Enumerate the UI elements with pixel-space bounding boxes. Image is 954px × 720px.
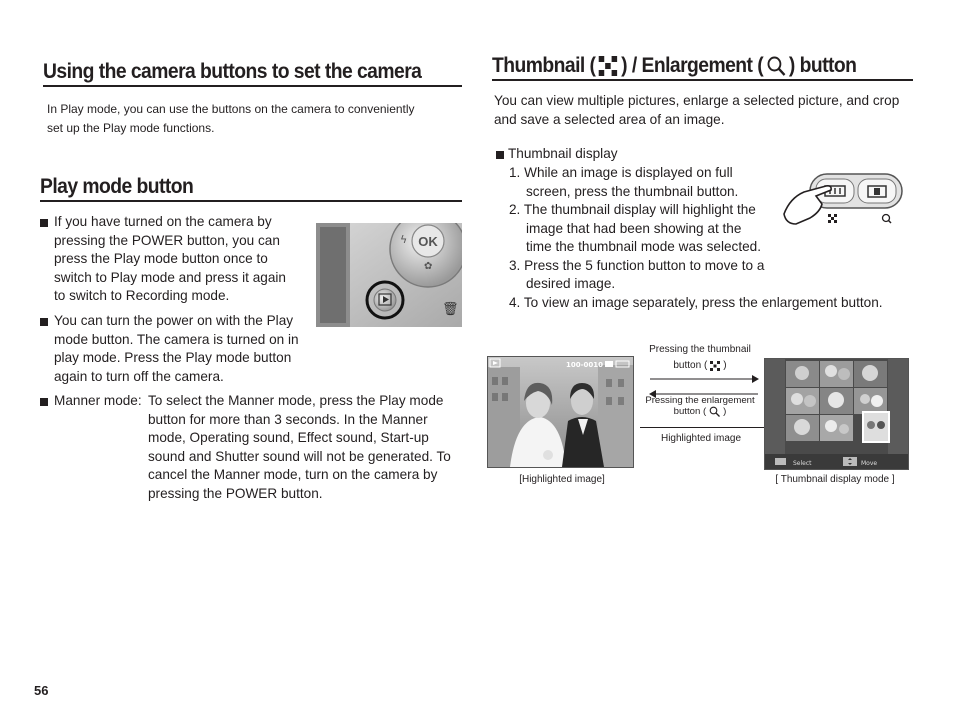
step-2: 2. The thumbnail display will highlight the image that had been showing at the time the thumbnail mode was selected.	[509, 202, 761, 254]
step-4: 4. To view an image separately, press the enlargement button.	[509, 294, 883, 310]
highlighted-thumbnail	[863, 412, 889, 442]
bullet-marker	[496, 151, 504, 159]
caption-highlighted: Highlighted image	[660, 433, 742, 444]
bullet-marker	[40, 219, 48, 227]
section-title-camera-buttons: Using the camera buttons to set the camera	[43, 60, 422, 83]
highlighted-image-screen	[487, 356, 634, 468]
intro-text-thumbnail: You can view multiple pictures, enlarge a selected picture, and crop and save a selected area of an image.	[494, 93, 900, 127]
ok-label: OK	[418, 234, 438, 249]
caption-press-thumbnail: Pressing the thumbnail button ( )	[649, 344, 751, 371]
bullet-marker	[40, 398, 48, 406]
magnifier-icon	[766, 55, 786, 77]
section-title-play-mode: Play mode button	[40, 175, 194, 198]
thumbnail-icon	[710, 361, 720, 371]
steps-list	[509, 164, 883, 312]
caption-press-enlargement: Pressing the enlargement button ( )	[645, 395, 755, 417]
zoom-button-illustration	[782, 168, 906, 230]
bullet-text-play-button: If you have turned on the camera by pressing the POWER button, you can press the Play mode button once to switch to Play mode and press it again to switch to Recording mode.	[54, 214, 286, 303]
step-1: 1. While an image is displayed on full screen, press the thumbnail button.	[509, 165, 739, 199]
image-counter: 100-0010	[566, 361, 603, 369]
step-3: 3. Press the 5 function button to move to a desired image.	[509, 257, 765, 291]
bullet-text-power-on: You can turn the power on with the Play mode button. The camera is turned on in play mode. Press the Play mode button again to turn off the camera.	[54, 313, 299, 384]
move-arrows-icon	[843, 457, 857, 466]
heading-rule	[40, 200, 462, 202]
intro-text: In Play mode, you can use the buttons on the camera to conveniently set up the Play mode functions.	[47, 102, 415, 135]
magnifier-icon	[709, 406, 720, 417]
thumbnail-tiles	[786, 361, 889, 442]
camera-back-photo	[316, 223, 462, 327]
svg-text:ϟ: ϟ	[400, 233, 408, 246]
move-label: Move	[861, 460, 878, 467]
caption-highlighted-image: [Highlighted image]	[519, 474, 605, 485]
small-thumbnail-icon	[828, 214, 837, 223]
svg-text:🗑: 🗑	[442, 302, 459, 317]
small-magnifier-icon	[883, 215, 892, 224]
heading-rule	[43, 85, 462, 87]
section-title-thumbnail-enlargement: Thumbnail ( ) / Enlargement ( ) button	[492, 54, 857, 77]
page-number: 56	[34, 683, 49, 698]
thumbnail-icon	[598, 55, 618, 77]
thumbnail-grid	[765, 359, 908, 469]
camera-back-illustration	[316, 223, 462, 327]
select-label: Select	[793, 460, 812, 467]
svg-text:✿: ✿	[424, 261, 433, 272]
manner-mode-label: Manner mode:	[54, 393, 142, 408]
bullet-marker	[40, 318, 48, 326]
bullet-text-manner-mode: To select the Manner mode, press the Play mode button for more than 3 seconds. In the Manner mode, Operating sound, Effect sound, Start-up sound and Shutter sound will not be generated. To cancel the Manner mode, turn on the camera by pressing the POWER button.	[148, 393, 451, 501]
caption-thumbnail-mode: [ Thumbnail display mode ]	[775, 474, 895, 485]
heading-rule	[492, 79, 913, 81]
thumbnail-display-title: Thumbnail display	[508, 146, 618, 161]
thumbnail-display-screen	[764, 358, 909, 470]
